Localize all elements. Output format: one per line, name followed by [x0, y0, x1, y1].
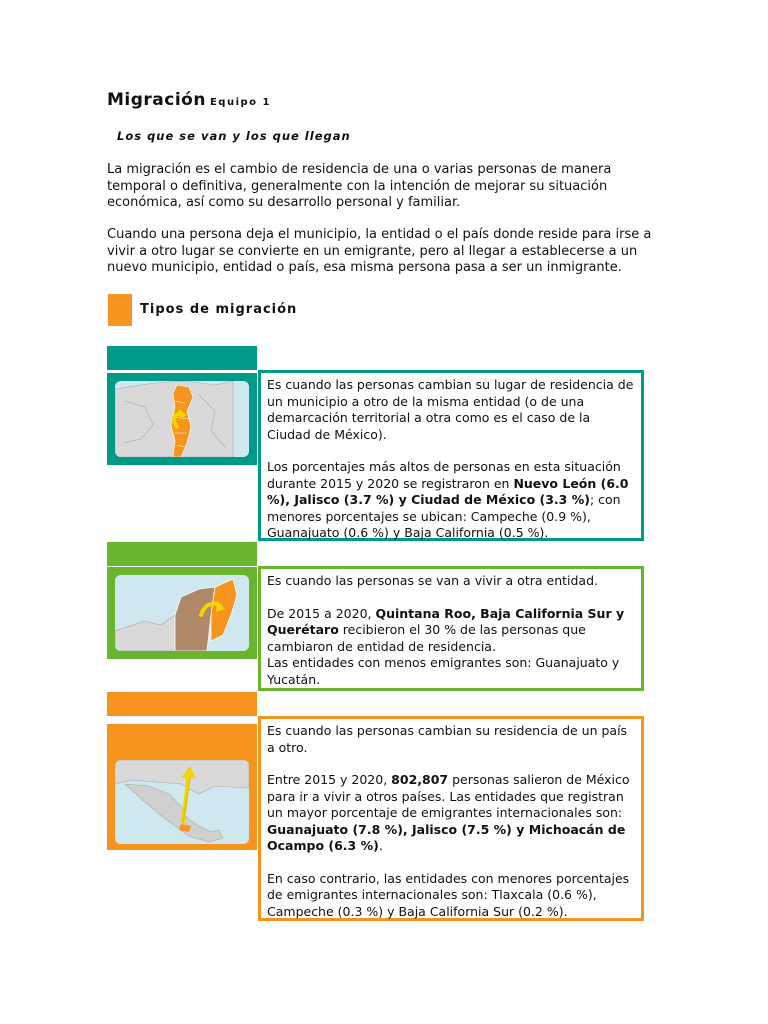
mexico-usa-map-icon: [115, 760, 249, 844]
type-3-paragraph-2: [267, 772, 635, 855]
type-1-paragraph-2: [267, 459, 635, 542]
type-3-paragraph-3: En caso contrario, las entidades con menores porcentajes de emigrantes internacionales son: Tlaxcala (0.6 %), Campeche (0.3 %) y Baja California Sur (0.2 %).: [267, 870, 630, 919]
type-3-text-a: Entre 2015 y 2020,: [267, 772, 392, 787]
type-1-text-a: Los porcentajes más altos de personas en esta situación durante 2015 y 2020 se registraron en: [267, 459, 621, 491]
section-title: Tipos de migración: [140, 302, 298, 317]
type-3-text-e: .: [378, 838, 383, 853]
type-3-highlight-states: Guanajuato (7.8 %), Jalisco (7.5 %) y Michoacán de Ocampo (6.3 %): [267, 821, 626, 853]
type-2-text-c: recibieron el 30 % de las personas que cambiaron de entidad de residencia.: [267, 622, 586, 654]
type-2-map-tile: [107, 567, 257, 659]
type-3-map-tile: [107, 724, 257, 850]
type-1-paragraph-1: Es cuando las personas cambian su lugar de residencia de un municipio a otro de la misma entidad (o de una demarcación territorial a otra como es el caso de la Ciudad de México).: [267, 377, 634, 442]
yucatan-peninsula-map-icon: [115, 575, 249, 651]
type-1-header-bar: [107, 346, 257, 370]
type-3-description-box: [258, 716, 644, 921]
type-1-description-box: [258, 370, 644, 541]
type-2-text-a: De 2015 a 2020,: [267, 605, 376, 621]
type-2-paragraph-1: Es cuando las personas se van a vivir a otra entidad.: [267, 573, 598, 588]
type-2-paragraph-2: [267, 606, 635, 656]
title-text: Migración: [107, 90, 206, 110]
type-1-text-c: ; con menores porcentajes se ubican: Campeche (0.9 %), Guanajuato (0.6 %) y Baja California (0.5 %).: [267, 492, 621, 540]
section-marker: [108, 294, 132, 326]
type-2-header-bar: [107, 542, 257, 566]
page-title: [107, 90, 271, 110]
type-1-map-tile: [107, 373, 257, 465]
type-3-header-bar: [107, 692, 257, 716]
page-subtitle: Los que se van y los que llegan: [117, 129, 351, 143]
type-3-paragraph-1: Es cuando las personas cambian su residencia de un país a otro.: [267, 723, 628, 755]
type-2-description-box: [258, 566, 644, 691]
team-label: Equipo 1: [209, 97, 271, 108]
type-3-text-c: personas salieron de México para ir a vivir a otros países. Las entidades que registran un mayor porcentaje de emigrantes internacionales son:: [267, 772, 630, 820]
type-3-highlight-count: 802,807: [391, 772, 449, 787]
nuevo-leon-map-icon: [115, 381, 249, 457]
type-2-highlight: Quintana Roo, Baja California Sur y Querétaro: [267, 605, 625, 637]
intro-paragraph-2: Cuando una persona deja el municipio, la entidad o el país donde reside para irse a vivir a otro lugar se convierte en un emigrante, pero al llegar a establecerse a un nuevo municipio, entidad o país, esa misma persona pasa a ser un inmigrante.: [107, 227, 652, 275]
type-2-paragraph-3: Las entidades con menos emigrantes son: Guanajuato y Yucatán.: [267, 655, 620, 687]
intro-paragraph-1: La migración es el cambio de residencia de una o varias personas de manera temporal o definitiva, generalmente con la intención de mejorar su situación económica, así como su desarrollo personal y familiar.: [107, 162, 612, 210]
type-1-highlight: Nuevo León (6.0 %), Jalisco (3.7 %) y Ciudad de México (3.3 %): [267, 475, 629, 507]
